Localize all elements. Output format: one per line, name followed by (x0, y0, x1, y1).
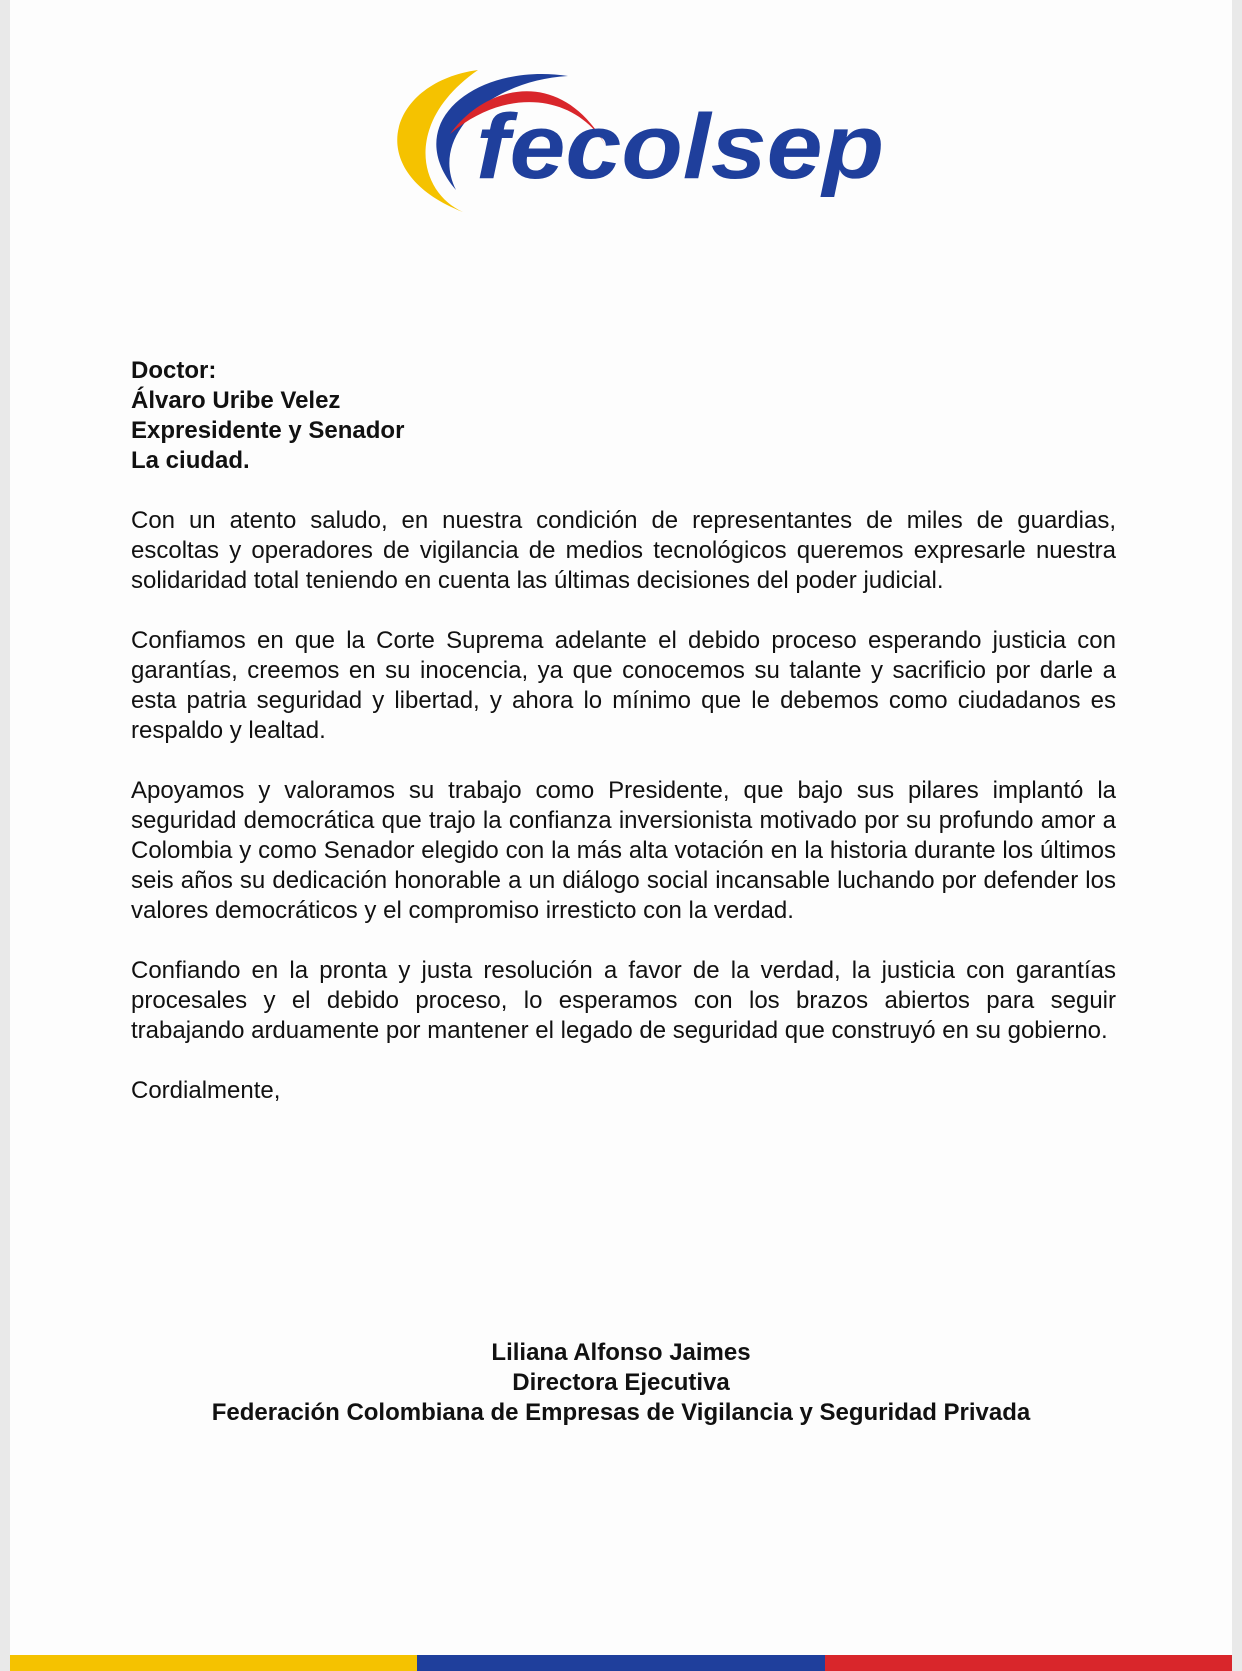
addressee-title: Expresidente y Senador (131, 417, 405, 444)
signature-organization: Federación Colombiana de Empresas de Vigilancia y Seguridad Privada (211, 1399, 1031, 1426)
footer-bar-red (825, 1655, 1232, 1671)
logo-wordmark: fecolsep (476, 96, 884, 198)
addressee-salutation: Doctor: (131, 357, 217, 384)
letter-body (131, 356, 1116, 1106)
closing: Cordialmente, (131, 1077, 281, 1104)
addressee-city: La ciudad. (131, 447, 250, 474)
signature-block (10, 1338, 1232, 1428)
footer-bar-blue (417, 1655, 824, 1671)
footer-color-bar (10, 1655, 1232, 1671)
fecolsep-logo (378, 62, 898, 220)
addressee-name: Álvaro Uribe Velez (131, 387, 341, 414)
paragraph-support: Apoyamos y valoramos su trabajo como Presidente, que bajo sus pilares implantó la seguridad democrática que trajo la confianza inversionista motivado por su profundo amor a Colombia y como Senador elegido con la más alta votación en la historia durante los últimos seis años su dedicación honorable a un diálogo social incansable luchando por defender los valores democráticos y el compromiso irresticto con la verdad. (131, 777, 1116, 924)
signature-title: Directora Ejecutiva (512, 1369, 730, 1396)
footer-bar-yellow (10, 1655, 417, 1671)
signature-name: Liliana Alfonso Jaimes (491, 1339, 751, 1366)
paragraph-trust: Confiamos en que la Corte Suprema adelante el debido proceso esperando justicia con garantías, creemos en su inocencia, ya que conocemos su talante y sacrificio por darle a esta patria seguridad y libertad, y ahora lo mínimo que le debemos como ciudadanos es respaldo y lealtad. (131, 627, 1116, 744)
paragraph-greeting: Con un atento saludo, en nuestra condición de representantes de miles de guardias, escoltas y operadores de vigilancia de medios tecnológicos queremos expresarle nuestra solidaridad total teniendo en cuenta las últimas decisiones del poder judicial. (131, 507, 1116, 594)
paragraph-resolution: Confiando en la pronta y justa resolución a favor de la verdad, la justicia con garantías procesales y el debido proceso, lo esperamos con los brazos abiertos para seguir trabajando arduamente por mantener el legado de seguridad que construyó en su gobierno. (131, 957, 1116, 1044)
addressee-block (131, 356, 1116, 476)
